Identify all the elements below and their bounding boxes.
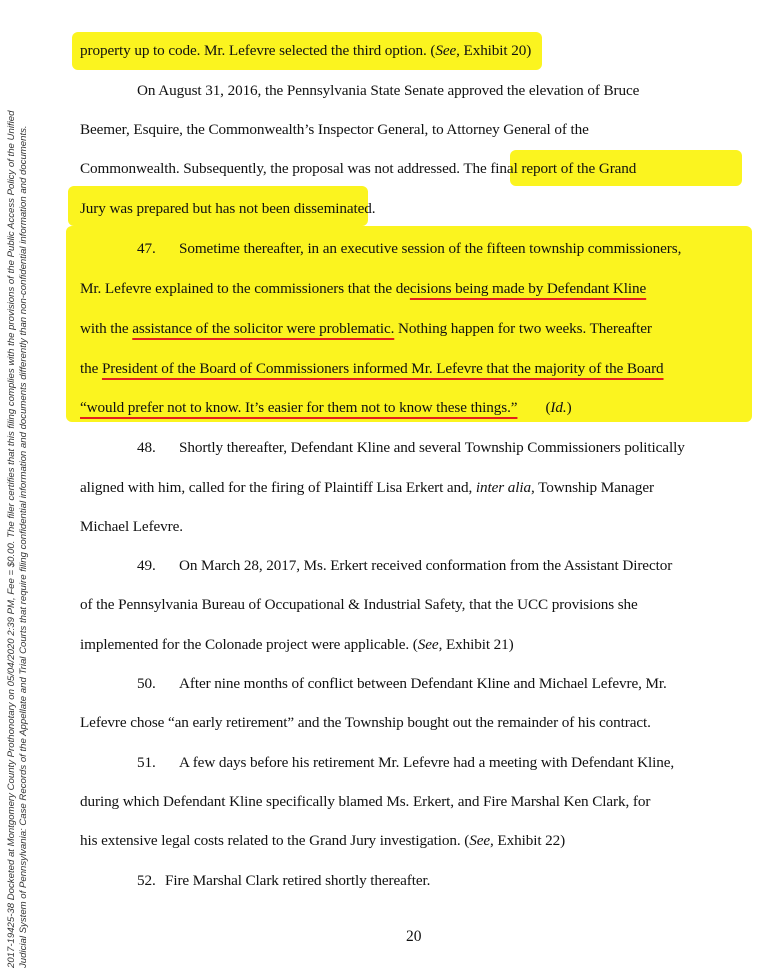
text-line: Commonwealth. Subsequently, the proposal was not addressed. The final report of the Grand — [80, 160, 637, 177]
text-line: his extensive legal costs related to the Grand Jury investigation. (See, Exhibit 22) — [80, 832, 566, 849]
text-line: “would prefer not to know. It’s easier for them not to know these things.” (Id.) — [80, 399, 572, 416]
text-line: with the assistance of the solicitor were problematic. Nothing happen for two weeks. Thereafter — [80, 320, 652, 337]
text-line: the President of the Board of Commissioners informed Mr. Lefevre that the majority of the Board — [80, 360, 664, 377]
text-line: during which Defendant Kline specifically blamed Ms. Erkert, and Fire Marshal Ken Clark, for — [80, 793, 651, 810]
docket-notice-line-1: 2017-19425-38 Docketed at Montgomery County Prothonotary on 05/04/2020 2:39 PM, Fee = $0.00. The filer certifies that this filing complies with the provisions of the Public Access Policy of the Unified — [6, 110, 17, 968]
paragraph-48: 48. Shortly thereafter, Defendant Kline and several Township Commissioners politically — [137, 439, 685, 456]
text-line: aligned with him, called for the firing of Plaintiff Lisa Erkert and, inter alia, Township Manager — [80, 479, 655, 496]
page-number: 20 — [406, 928, 422, 945]
text-line: Jury was prepared but has not been disseminated. — [80, 200, 376, 217]
docket-margin-notice — [0, 0, 50, 970]
paragraph-50: 50. After nine months of conflict between Defendant Kline and Michael Lefevre, Mr. — [137, 675, 667, 692]
text-line: Beemer, Esquire, the Commonwealth’s Inspector General, to Attorney General of the — [80, 121, 589, 138]
text-line: Lefevre chose “an early retirement” and the Township bought out the remainder of his contract. — [80, 714, 651, 731]
paragraph-49: 49. On March 28, 2017, Ms. Erkert received conformation from the Assistant Director — [137, 557, 673, 574]
docket-notice-line-2: Judicial System of Pennsylvania: Case Records of the Appellate and Trial Courts that require filing confidential information and documents differently than non-confidential information and documents. — [18, 125, 29, 968]
text-line: implemented for the Colonade project were applicable. (See, Exhibit 21) — [80, 636, 514, 653]
paragraph-51: 51. A few days before his retirement Mr. Lefevre had a meeting with Defendant Kline, — [137, 754, 675, 771]
text-line: Michael Lefevre. — [80, 518, 183, 535]
text-line: property up to code. Mr. Lefevre selected the third option. (See, Exhibit 20) — [80, 42, 532, 59]
text-line: of the Pennsylvania Bureau of Occupational & Industrial Safety, that the UCC provisions she — [80, 596, 638, 613]
text-line: On August 31, 2016, the Pennsylvania State Senate approved the elevation of Bruce — [137, 82, 640, 99]
paragraph-52: 52. Fire Marshal Clark retired shortly thereafter. — [137, 872, 431, 889]
text-line: Mr. Lefevre explained to the commissioners that the decisions being made by Defendant Kline — [80, 280, 647, 297]
paragraph-47: 47. Sometime thereafter, in an executive session of the fifteen township commissioners, — [137, 240, 682, 257]
